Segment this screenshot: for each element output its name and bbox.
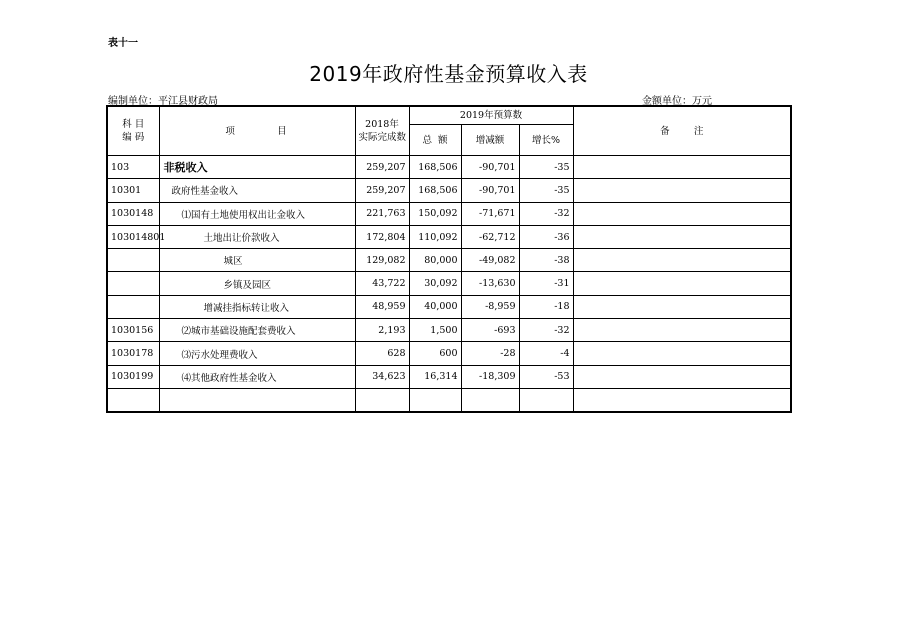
row-name: 增减挂指标转让收入 <box>159 295 355 318</box>
row-growth <box>519 388 573 412</box>
row-name: 非税收入 <box>159 156 355 179</box>
row-growth: -18 <box>519 295 573 318</box>
row-code <box>107 249 159 272</box>
amount-unit: 金额单位：万元 <box>642 96 712 107</box>
row-total: 110,092 <box>409 225 461 248</box>
table-number: 表十一 <box>108 38 138 49</box>
row-total: 80,000 <box>409 249 461 272</box>
row-actual: 628 <box>355 342 409 365</box>
row-change: -18,309 <box>461 365 519 388</box>
row-code: 1030199 <box>107 365 159 388</box>
row-name: ⑷其他政府性基金收入 <box>159 365 355 388</box>
row-code <box>107 295 159 318</box>
row-total: 1,500 <box>409 319 461 342</box>
row-remarks <box>573 342 791 365</box>
row-change: -71,671 <box>461 202 519 225</box>
row-total <box>409 388 461 412</box>
table-row <box>107 295 791 318</box>
header-code <box>107 106 159 156</box>
row-growth: -35 <box>519 156 573 179</box>
row-total: 30,092 <box>409 272 461 295</box>
table-row <box>107 249 791 272</box>
row-name: 城区 <box>159 249 355 272</box>
header-actual <box>355 106 409 156</box>
row-code: 1030148 <box>107 202 159 225</box>
row-growth: -31 <box>519 272 573 295</box>
header-code-line1: 科 目 <box>122 119 145 130</box>
row-change: -62,712 <box>461 225 519 248</box>
row-total: 600 <box>409 342 461 365</box>
row-change: -90,701 <box>461 179 519 202</box>
header-actual-line1: 2018年 <box>365 119 399 130</box>
row-actual: 259,207 <box>355 179 409 202</box>
row-actual: 2,193 <box>355 319 409 342</box>
row-remarks <box>573 249 791 272</box>
row-remarks <box>573 319 791 342</box>
row-change <box>461 388 519 412</box>
row-actual: 34,623 <box>355 365 409 388</box>
row-change: -693 <box>461 319 519 342</box>
header-budget-group: 2019年预算数 <box>409 106 573 125</box>
header-actual-line2: 实际完成数 <box>358 132 407 143</box>
budget-revenue-table <box>106 105 792 413</box>
table-row <box>107 319 791 342</box>
row-change: -13,630 <box>461 272 519 295</box>
page-title: 2019年政府性基金预算收入表 <box>309 62 588 86</box>
compiler-unit: 编制单位：平江县财政局 <box>108 96 218 107</box>
row-total: 168,506 <box>409 156 461 179</box>
table-row <box>107 365 791 388</box>
row-change: -49,082 <box>461 249 519 272</box>
row-remarks <box>573 156 791 179</box>
row-actual: 43,722 <box>355 272 409 295</box>
row-name: 土地出让价款收入 <box>159 225 355 248</box>
row-remarks <box>573 202 791 225</box>
table-row <box>107 272 791 295</box>
row-code: 103 <box>107 156 159 179</box>
header-total: 总 额 <box>409 125 461 156</box>
row-remarks <box>573 388 791 412</box>
header-code-line2: 编 码 <box>122 132 145 143</box>
row-growth: -53 <box>519 365 573 388</box>
table-row <box>107 179 791 202</box>
row-growth: -4 <box>519 342 573 365</box>
row-actual: 172,804 <box>355 225 409 248</box>
row-remarks <box>573 225 791 248</box>
row-growth: -32 <box>519 202 573 225</box>
row-growth: -35 <box>519 179 573 202</box>
row-total: 150,092 <box>409 202 461 225</box>
table-row <box>107 202 791 225</box>
row-actual: 259,207 <box>355 156 409 179</box>
row-code: 103014801 <box>107 225 159 248</box>
row-total: 40,000 <box>409 295 461 318</box>
row-code: 10301 <box>107 179 159 202</box>
header-change: 增减额 <box>461 125 519 156</box>
row-code <box>107 272 159 295</box>
row-name: ⑴国有土地使用权出让金收入 <box>159 202 355 225</box>
row-code <box>107 388 159 412</box>
row-code: 1030156 <box>107 319 159 342</box>
header-item: 项 目 <box>159 106 355 156</box>
row-total: 16,314 <box>409 365 461 388</box>
row-name: ⑵城市基础设施配套费收入 <box>159 319 355 342</box>
row-total: 168,506 <box>409 179 461 202</box>
row-actual: 48,959 <box>355 295 409 318</box>
row-growth: -36 <box>519 225 573 248</box>
row-growth: -38 <box>519 249 573 272</box>
row-growth: -32 <box>519 319 573 342</box>
table-row <box>107 342 791 365</box>
row-remarks <box>573 179 791 202</box>
row-remarks <box>573 365 791 388</box>
row-name: 政府性基金收入 <box>159 179 355 202</box>
row-name: ⑶污水处理费收入 <box>159 342 355 365</box>
header-growth: 增长% <box>519 125 573 156</box>
header-remarks: 备 注 <box>573 106 791 156</box>
row-remarks <box>573 295 791 318</box>
table-row <box>107 156 791 179</box>
row-actual: 129,082 <box>355 249 409 272</box>
row-name: 乡镇及园区 <box>159 272 355 295</box>
row-change: -28 <box>461 342 519 365</box>
row-change: -90,701 <box>461 156 519 179</box>
row-remarks <box>573 272 791 295</box>
row-change: -8,959 <box>461 295 519 318</box>
table-row <box>107 388 791 412</box>
row-code: 1030178 <box>107 342 159 365</box>
row-actual: 221,763 <box>355 202 409 225</box>
table-row <box>107 225 791 248</box>
row-name <box>159 388 355 412</box>
row-actual <box>355 388 409 412</box>
